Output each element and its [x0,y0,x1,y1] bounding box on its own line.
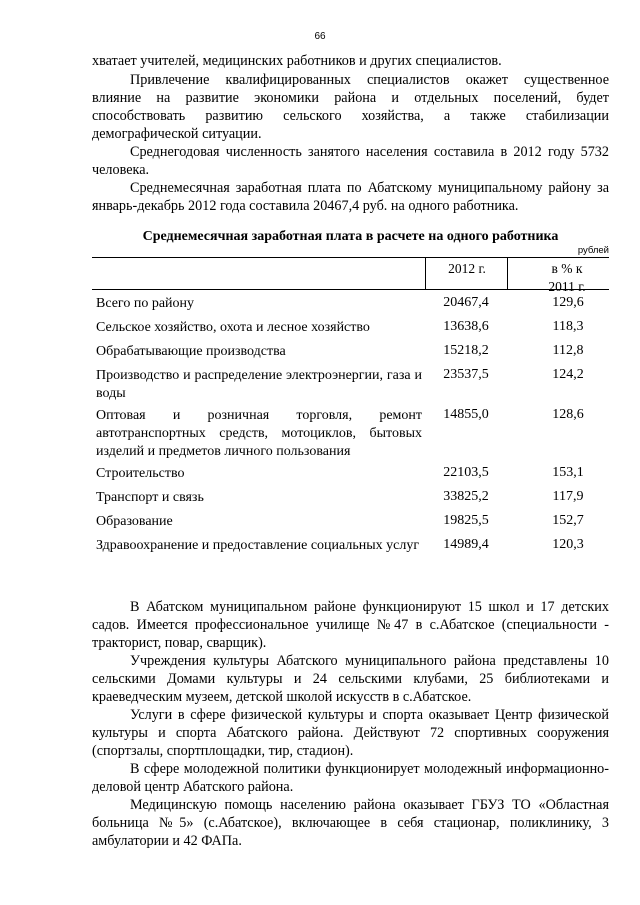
table-cell-percent: 117,9 [552,489,584,504]
table-cell-percent: 129,6 [552,295,584,310]
table-row-label: Транспорт и связь [96,490,204,505]
paragraph: Среднемесячная заработная плата по Абатскому муниципальному району за январь-декабрь 2012 года составила 20467,4 руб. на одного работника. [92,180,609,214]
table-cell-percent: 118,3 [552,319,584,334]
table-cell-value-2012: 15218,2 [443,343,489,358]
table-cell-percent: 128,6 [552,407,584,422]
table-column-divider [507,257,508,289]
table-cell-value-2012: 22103,5 [443,465,489,480]
page-number: 66 [314,31,326,42]
table-row-label: Сельское хозяйство, охота и лесное хозяйство [96,320,370,335]
table-cell-value-2012: 19825,5 [443,513,489,528]
paragraph: хватает учителей, медицинских работников и других специалистов. [92,53,502,69]
table-cell-percent: 152,7 [552,513,584,528]
table-cell-value-2012: 20467,4 [443,295,489,310]
paragraph: В Абатском муниципальном районе функционируют 15 школ и 17 детских садов. Имеется профессиональное училище №47 в с.Абатское (специальности - тракторист, повар, сварщик). [92,599,609,651]
paragraph: Привлечение квалифицированных специалистов окажет существенное влияние на развитие экономики района и отдельных поселений, будет способствовать развитию сельского хозяйства, а также стабилизации демографической ситуации. [92,72,609,142]
table-unit: рублей [577,245,609,256]
table-cell-value-2012: 23537,5 [443,367,489,382]
table-cell-percent: 124,2 [552,367,584,382]
table-column-divider [425,257,426,289]
column-header-percent: в % к 2011 г. [548,261,586,294]
table-row-label: Образование [96,514,173,529]
table-row-label: Производство и распределение электроэнергии, газа и воды [96,368,422,401]
paragraph: Учреждения культуры Абатского муниципального района представлены 10 сельскими Домами культуры и 24 сельскими клубами, 25 библиотеками и краеведческим музеем, детской школой искусств в с.Абатское. [92,653,609,705]
table-cell-percent: 112,8 [552,343,584,358]
table-cell-value-2012: 13638,6 [443,319,489,334]
table-cell-percent: 120,3 [552,537,584,552]
table-title: Среднемесячная заработная плата в расчете на одного работника [142,229,559,244]
paragraph: Среднегодовая численность занятого населения составила в 2012 году 5732 человека. [92,144,609,178]
paragraph: В сфере молодежной политики функционирует молодежный информационно-деловой центр Абатского района. [92,761,609,795]
table-cell-value-2012: 14989,4 [443,537,489,552]
table-row-label: Здравоохранение и предоставление социальных услуг [96,538,420,553]
table-cell-value-2012: 33825,2 [443,489,489,504]
table-row-label: Всего по району [96,296,195,311]
column-header-2012: 2012 г. [448,261,486,276]
table-row-label: Обрабатывающие производства [96,344,286,359]
table-top-rule [92,257,609,258]
paragraph: Услуги в сфере физической культуры и спорта оказывает Центр физической культуры и спорта Абатского района. Действуют 72 спортивных сооружения (спортзалы, спортплощадки, тир, стадион). [92,707,609,759]
table-row-label: Строительство [96,466,185,481]
table-cell-value-2012: 14855,0 [443,407,489,422]
paragraph: Медицинскую помощь населению района оказывает ГБУЗ ТО «Областная больница №5» (с.Абатское), включающее в себя стационар, поликлинику, 3 амбулатории и 42 ФАПа. [92,797,609,849]
table-row-label: Оптовая и розничная торговля, ремонт автотранспортных средств, мотоциклов, бытовых изделий и предметов личного пользования [96,408,422,459]
table-cell-percent: 153,1 [552,465,584,480]
table-header-rule [92,289,609,290]
